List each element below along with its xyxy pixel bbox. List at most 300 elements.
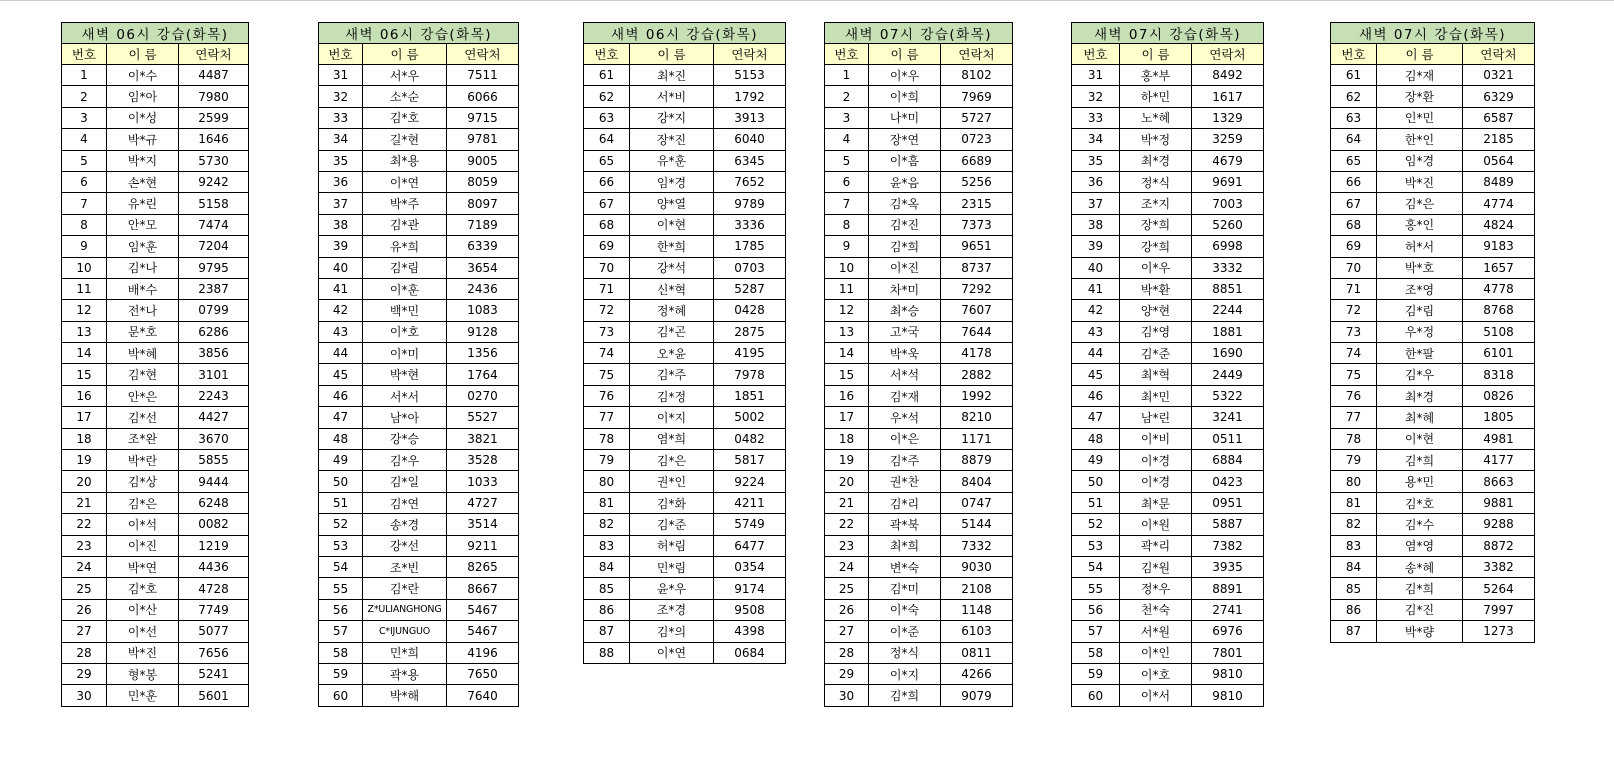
table-row <box>1072 364 1264 385</box>
member-name: 김*의 <box>630 621 714 642</box>
contact-digits: 8667 <box>447 578 519 599</box>
table-row <box>319 385 519 406</box>
contact-digits: 9781 <box>447 129 519 150</box>
member-name: 김*나 <box>107 257 179 278</box>
table-row <box>1331 428 1535 449</box>
table-row <box>1331 385 1535 406</box>
row-number: 57 <box>319 621 363 642</box>
contact-digits: 1617 <box>1192 86 1264 107</box>
row-number: 58 <box>1072 642 1120 663</box>
contact-digits: 5887 <box>1192 514 1264 535</box>
contact-digits: 9079 <box>941 685 1013 706</box>
table-row <box>825 257 1013 278</box>
table-row <box>319 321 519 342</box>
contact-digits: 1657 <box>1463 257 1535 278</box>
contact-digits: 1356 <box>447 343 519 364</box>
contact-digits: 5855 <box>179 450 249 471</box>
contact-digits: 6101 <box>1463 343 1535 364</box>
row-number: 31 <box>319 65 363 86</box>
contact-digits: 8879 <box>941 450 1013 471</box>
table-row <box>319 642 519 663</box>
contact-digits: 8265 <box>447 556 519 577</box>
row-number: 4 <box>825 129 869 150</box>
member-name: 유*훈 <box>630 150 714 171</box>
row-number: 26 <box>62 599 107 620</box>
row-number: 29 <box>825 663 869 684</box>
contact-digits: 7204 <box>179 236 249 257</box>
contact-digits: 3514 <box>447 514 519 535</box>
row-number: 78 <box>1331 428 1377 449</box>
member-name: Z*ULIANGHONG <box>363 599 447 620</box>
member-name: 김*호 <box>1377 492 1463 513</box>
header-number: 번호 <box>584 44 630 65</box>
row-number: 36 <box>1072 171 1120 192</box>
member-name: 김*희 <box>1377 450 1463 471</box>
member-name: 김*준 <box>1120 343 1192 364</box>
contact-digits: 4427 <box>179 407 249 428</box>
contact-digits: 7373 <box>941 214 1013 235</box>
contact-digits: 6884 <box>1192 450 1264 471</box>
member-name: 노*혜 <box>1120 107 1192 128</box>
contact-digits: 5727 <box>941 107 1013 128</box>
table-row <box>825 86 1013 107</box>
table-row <box>825 578 1013 599</box>
contact-digits: 3241 <box>1192 407 1264 428</box>
row-number: 77 <box>584 407 630 428</box>
member-name: 장*연 <box>869 129 941 150</box>
member-name: 고*국 <box>869 321 941 342</box>
member-name: 박*진 <box>1377 171 1463 192</box>
member-name: 박*진 <box>107 642 179 663</box>
contact-digits: 4679 <box>1192 150 1264 171</box>
row-number: 86 <box>1331 599 1377 620</box>
row-number: 49 <box>319 450 363 471</box>
member-name: 김*관 <box>363 214 447 235</box>
row-number: 62 <box>584 86 630 107</box>
member-name: 최*승 <box>869 300 941 321</box>
table-row <box>1331 578 1535 599</box>
member-name: 이*연 <box>630 642 714 663</box>
contact-digits: 4195 <box>714 343 786 364</box>
member-name: 이*석 <box>107 514 179 535</box>
row-number: 86 <box>584 599 630 620</box>
contact-digits: 7656 <box>179 642 249 663</box>
row-number: 68 <box>1331 214 1377 235</box>
member-name: 이*미 <box>363 343 447 364</box>
table-row <box>62 663 249 684</box>
member-name: 최*진 <box>630 65 714 86</box>
row-number: 31 <box>1072 65 1120 86</box>
row-number: 50 <box>319 471 363 492</box>
contact-digits: 5467 <box>447 599 519 620</box>
member-name: 염*희 <box>630 428 714 449</box>
contact-digits: 7332 <box>941 535 1013 556</box>
member-name: 김*진 <box>869 214 941 235</box>
contact-digits: 6976 <box>1192 621 1264 642</box>
member-name: 김*수 <box>1377 514 1463 535</box>
contact-digits: 7997 <box>1463 599 1535 620</box>
row-number: 13 <box>62 321 107 342</box>
contact-digits: 5108 <box>1463 321 1535 342</box>
row-number: 77 <box>1331 407 1377 428</box>
member-name: 민*훈 <box>107 685 179 706</box>
contact-digits: 1690 <box>1192 343 1264 364</box>
member-name: 박*연 <box>107 556 179 577</box>
contact-digits: 8102 <box>941 65 1013 86</box>
table-row <box>62 300 249 321</box>
member-name: 이*경 <box>1120 450 1192 471</box>
table-row <box>825 171 1013 192</box>
row-number: 80 <box>584 471 630 492</box>
contact-digits: 9651 <box>941 236 1013 257</box>
row-number: 40 <box>319 257 363 278</box>
header-number: 번호 <box>62 44 107 65</box>
row-number: 45 <box>319 364 363 385</box>
row-number: 75 <box>1331 364 1377 385</box>
member-name: 김*준 <box>630 514 714 535</box>
row-number: 39 <box>319 236 363 257</box>
table-row <box>1072 599 1264 620</box>
row-number: 59 <box>1072 663 1120 684</box>
contact-digits: 3913 <box>714 107 786 128</box>
header-number: 번호 <box>1331 44 1377 65</box>
table-row <box>1331 129 1535 150</box>
contact-digits: 0811 <box>941 642 1013 663</box>
table-row <box>1072 236 1264 257</box>
contact-digits: 0482 <box>714 428 786 449</box>
table-row <box>62 471 249 492</box>
table-row <box>319 343 519 364</box>
row-number: 79 <box>1331 450 1377 471</box>
table-row <box>319 171 519 192</box>
table-row <box>62 364 249 385</box>
table-row <box>1331 343 1535 364</box>
contact-digits: 1219 <box>179 535 249 556</box>
contact-digits: 2244 <box>1192 300 1264 321</box>
row-number: 52 <box>1072 514 1120 535</box>
contact-digits: 4981 <box>1463 428 1535 449</box>
table-row <box>584 107 786 128</box>
row-number: 72 <box>1331 300 1377 321</box>
row-number: 14 <box>825 343 869 364</box>
contact-digits: 3382 <box>1463 556 1535 577</box>
contact-digits: 1764 <box>447 364 519 385</box>
row-number: 54 <box>319 556 363 577</box>
member-name: 이*우 <box>1120 257 1192 278</box>
member-name: 이*수 <box>107 65 179 86</box>
contact-digits: 9174 <box>714 578 786 599</box>
table-row <box>1072 171 1264 192</box>
row-number: 34 <box>319 129 363 150</box>
table-row <box>319 364 519 385</box>
contact-digits: 3821 <box>447 428 519 449</box>
row-number: 44 <box>1072 343 1120 364</box>
table-row <box>1331 150 1535 171</box>
contact-digits: 1881 <box>1192 321 1264 342</box>
contact-digits: 6248 <box>179 492 249 513</box>
contact-digits: 9715 <box>447 107 519 128</box>
contact-digits: 8891 <box>1192 578 1264 599</box>
table-row <box>825 556 1013 577</box>
row-number: 21 <box>62 492 107 513</box>
row-number: 42 <box>1072 300 1120 321</box>
row-number: 21 <box>825 492 869 513</box>
table-row <box>825 428 1013 449</box>
contact-digits: 7292 <box>941 278 1013 299</box>
member-name: 최*희 <box>869 535 941 556</box>
table-row <box>584 300 786 321</box>
header-contact: 연락처 <box>1463 44 1535 65</box>
member-name: 이*호 <box>363 321 447 342</box>
table-row <box>825 407 1013 428</box>
row-number: 68 <box>584 214 630 235</box>
member-name: 소*순 <box>363 86 447 107</box>
table-row <box>584 236 786 257</box>
row-number: 32 <box>1072 86 1120 107</box>
table-title: 새벽 06시 강습(화목) <box>319 23 519 44</box>
table-row <box>1072 578 1264 599</box>
table-row <box>1331 300 1535 321</box>
table-row <box>62 599 249 620</box>
member-name: 김*희 <box>869 685 941 706</box>
member-name: 곽*용 <box>363 663 447 684</box>
member-name: 김*은 <box>107 492 179 513</box>
member-name: 장*환 <box>1377 86 1463 107</box>
contact-digits: 9211 <box>447 535 519 556</box>
row-number: 15 <box>62 364 107 385</box>
table-row <box>1072 428 1264 449</box>
contact-digits: 3332 <box>1192 257 1264 278</box>
member-name: 박*란 <box>107 450 179 471</box>
member-name: 임*경 <box>630 171 714 192</box>
table-row <box>584 578 786 599</box>
contact-digits: 2875 <box>714 321 786 342</box>
contact-digits: 7650 <box>447 663 519 684</box>
contact-digits: 6587 <box>1463 107 1535 128</box>
row-number: 48 <box>319 428 363 449</box>
contact-digits: 2185 <box>1463 129 1535 150</box>
contact-digits: 2315 <box>941 193 1013 214</box>
table-row <box>319 599 519 620</box>
row-number: 3 <box>62 107 107 128</box>
contact-digits: 1148 <box>941 599 1013 620</box>
member-name: 임*훈 <box>107 236 179 257</box>
contact-digits: 0747 <box>941 492 1013 513</box>
row-number: 39 <box>1072 236 1120 257</box>
table-row <box>825 214 1013 235</box>
table-row <box>584 599 786 620</box>
header-number: 번호 <box>1072 44 1120 65</box>
row-number: 70 <box>584 257 630 278</box>
row-number: 28 <box>825 642 869 663</box>
contact-digits: 9242 <box>179 171 249 192</box>
contact-digits: 7969 <box>941 86 1013 107</box>
contact-digits: 4728 <box>179 578 249 599</box>
row-number: 76 <box>1331 385 1377 406</box>
table-row <box>1072 492 1264 513</box>
member-name: 최*민 <box>1120 385 1192 406</box>
table-row <box>584 193 786 214</box>
table-row <box>1072 621 1264 642</box>
member-name: 김*리 <box>869 492 941 513</box>
member-name: 민*림 <box>630 556 714 577</box>
row-number: 51 <box>319 492 363 513</box>
row-number: 32 <box>319 86 363 107</box>
contact-digits: 1329 <box>1192 107 1264 128</box>
table-row <box>1072 471 1264 492</box>
member-name: 형*봉 <box>107 663 179 684</box>
row-number: 84 <box>584 556 630 577</box>
row-number: 25 <box>62 578 107 599</box>
contact-digits: 2599 <box>179 107 249 128</box>
member-name: 김*재 <box>1377 65 1463 86</box>
contact-digits: 8872 <box>1463 535 1535 556</box>
row-number: 1 <box>62 65 107 86</box>
contact-digits: 3670 <box>179 428 249 449</box>
row-number: 56 <box>1072 599 1120 620</box>
table-row <box>319 492 519 513</box>
row-number: 48 <box>1072 428 1120 449</box>
row-number: 61 <box>584 65 630 86</box>
row-number: 11 <box>62 278 107 299</box>
table-row <box>319 107 519 128</box>
contact-digits: 5002 <box>714 407 786 428</box>
contact-digits: 0082 <box>179 514 249 535</box>
row-number: 45 <box>1072 364 1120 385</box>
row-number: 23 <box>62 535 107 556</box>
table-row <box>319 278 519 299</box>
table-row <box>62 86 249 107</box>
member-name: 한*인 <box>1377 129 1463 150</box>
table-row <box>1331 599 1535 620</box>
contact-digits: 8737 <box>941 257 1013 278</box>
row-number: 6 <box>62 171 107 192</box>
row-number: 72 <box>584 300 630 321</box>
row-number: 80 <box>1331 471 1377 492</box>
header-name: 이 름 <box>869 44 941 65</box>
row-number: 35 <box>1072 150 1120 171</box>
member-name: 길*현 <box>363 129 447 150</box>
member-name: 최*혜 <box>1377 407 1463 428</box>
row-number: 85 <box>1331 578 1377 599</box>
row-number: 83 <box>1331 535 1377 556</box>
row-number: 58 <box>319 642 363 663</box>
member-name: 정*식 <box>869 642 941 663</box>
member-name: 유*린 <box>107 193 179 214</box>
row-number: 53 <box>1072 535 1120 556</box>
contact-digits: 6689 <box>941 150 1013 171</box>
contact-digits: 6329 <box>1463 86 1535 107</box>
row-number: 42 <box>319 300 363 321</box>
row-number: 8 <box>825 214 869 235</box>
row-number: 16 <box>825 385 869 406</box>
row-number: 34 <box>1072 129 1120 150</box>
table-row <box>62 214 249 235</box>
contact-digits: 9005 <box>447 150 519 171</box>
member-name: 한*희 <box>630 236 714 257</box>
member-name: 용*민 <box>1377 471 1463 492</box>
table-row <box>584 171 786 192</box>
contact-digits: 5730 <box>179 150 249 171</box>
table-row <box>825 663 1013 684</box>
contact-digits: 6998 <box>1192 236 1264 257</box>
member-name: 염*영 <box>1377 535 1463 556</box>
row-number: 2 <box>825 86 869 107</box>
table-row <box>1331 86 1535 107</box>
table-row <box>62 129 249 150</box>
member-name: 민*희 <box>363 642 447 663</box>
contact-digits: 9795 <box>179 257 249 278</box>
member-name: 차*미 <box>869 278 941 299</box>
top-border-line <box>0 0 1614 1</box>
header-name: 이 름 <box>363 44 447 65</box>
member-name: 서*서 <box>363 385 447 406</box>
row-number: 14 <box>62 343 107 364</box>
table-row <box>825 236 1013 257</box>
member-name: 이*현 <box>1377 428 1463 449</box>
contact-digits: 5817 <box>714 450 786 471</box>
member-name: 강*석 <box>630 257 714 278</box>
table-row <box>62 428 249 449</box>
table-row <box>1072 257 1264 278</box>
table-row <box>1072 107 1264 128</box>
contact-digits: 5158 <box>179 193 249 214</box>
row-number: 85 <box>584 578 630 599</box>
table-row <box>584 150 786 171</box>
header-contact: 연락처 <box>447 44 519 65</box>
contact-digits: 2741 <box>1192 599 1264 620</box>
row-number: 61 <box>1331 65 1377 86</box>
row-number: 6 <box>825 171 869 192</box>
table-row <box>825 193 1013 214</box>
member-name: 김*주 <box>630 364 714 385</box>
row-number: 71 <box>1331 278 1377 299</box>
member-name: 김*림 <box>1377 300 1463 321</box>
contact-digits: 0703 <box>714 257 786 278</box>
contact-digits: 9691 <box>1192 171 1264 192</box>
contact-digits: 5749 <box>714 514 786 535</box>
table-row <box>1331 321 1535 342</box>
header-name: 이 름 <box>630 44 714 65</box>
contact-digits: 7189 <box>447 214 519 235</box>
row-number: 12 <box>825 300 869 321</box>
contact-digits: 8404 <box>941 471 1013 492</box>
table-row <box>1331 407 1535 428</box>
contact-digits: 1033 <box>447 471 519 492</box>
contact-digits: 1792 <box>714 86 786 107</box>
contact-digits: 0564 <box>1463 150 1535 171</box>
member-name: 김*상 <box>107 471 179 492</box>
table-row <box>62 236 249 257</box>
table-row <box>584 642 786 663</box>
row-number: 43 <box>1072 321 1120 342</box>
table-row <box>62 150 249 171</box>
table-row <box>1331 364 1535 385</box>
contact-digits: 0723 <box>941 129 1013 150</box>
contact-digits: 8489 <box>1463 171 1535 192</box>
table-row <box>319 86 519 107</box>
contact-digits: 0799 <box>179 300 249 321</box>
table-row <box>319 514 519 535</box>
row-number: 23 <box>825 535 869 556</box>
contact-digits: 7607 <box>941 300 1013 321</box>
member-name: 손*현 <box>107 171 179 192</box>
row-number: 8 <box>62 214 107 235</box>
table-row <box>584 343 786 364</box>
contact-digits: 1083 <box>447 300 519 321</box>
contact-digits: 9810 <box>1192 663 1264 684</box>
contact-digits: 8663 <box>1463 471 1535 492</box>
